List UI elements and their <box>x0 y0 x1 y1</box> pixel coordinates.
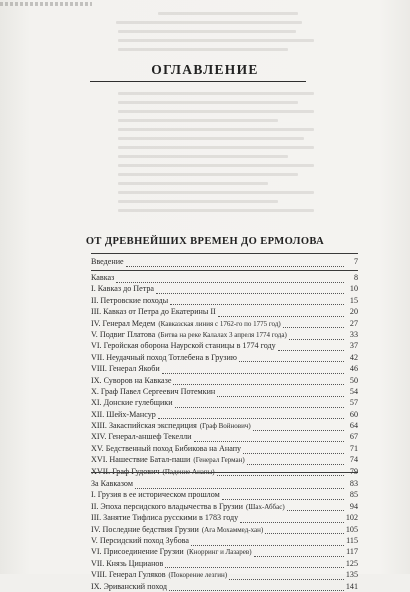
toc-entry-title: VII. Неудачный поход Тотлебена в Грузию <box>91 352 237 362</box>
toc-entry-note: (Падение Анапы) <box>162 467 215 476</box>
toc-group-caucasus <box>91 272 358 477</box>
toc-entry-title: V. Подвиг Платова <box>91 329 156 339</box>
show-through-text <box>0 0 410 270</box>
toc-page-number: 8 <box>353 273 358 282</box>
toc-entry-title: VII. Князь Цицианов <box>91 558 164 568</box>
leader-dots <box>126 259 344 267</box>
toc-entry <box>91 318 358 329</box>
toc-page-number: 115 <box>346 535 358 545</box>
toc-page-number: 46 <box>349 364 358 374</box>
toc-entry <box>91 454 358 465</box>
leader-dots <box>287 503 344 511</box>
toc-entry <box>91 489 358 500</box>
toc-group-transcaucasia <box>91 478 358 592</box>
title-underline <box>90 81 306 82</box>
toc-entry-title: VI. Присоединение Грузии <box>91 547 184 557</box>
leader-dots <box>253 423 344 431</box>
leader-dots <box>240 515 344 523</box>
toc-entry <box>91 420 358 431</box>
toc-entry-title: XIII. Закаспийская экспедиция <box>91 421 197 431</box>
toc-entry <box>91 329 358 340</box>
toc-entry <box>91 295 358 306</box>
toc-entry-title: XII. Шейх-Мансур <box>91 409 156 419</box>
leader-dots <box>229 572 344 580</box>
toc-entry-note: (Ага Мохаммед-хан) <box>201 525 264 534</box>
toc-entry-title: I. Грузия в ее историческом прошлом <box>91 490 220 500</box>
toc-page-number: 7 <box>353 257 358 266</box>
toc-page-number: 105 <box>345 524 358 534</box>
toc-entry-title: XVII. Граф Гудович <box>91 466 160 476</box>
toc-entry <box>91 306 358 317</box>
toc-entry-title: VIII. Генерал Якоби <box>91 364 160 374</box>
toc-entry <box>91 283 358 294</box>
toc-entry-title: III. Кавказ от Петра до Екатерины II <box>91 307 216 317</box>
toc-page-number: 10 <box>349 284 358 294</box>
toc-page-number: 94 <box>349 501 358 511</box>
toc-entry <box>91 386 358 397</box>
toc-page-number: 141 <box>345 581 358 591</box>
toc-page-number: 102 <box>345 513 358 523</box>
toc-entry-note: (Шах-Аббас) <box>245 502 285 511</box>
toc-entry <box>91 409 358 420</box>
toc-rule-top <box>91 253 358 254</box>
toc-entry-note: (Кнорринг и Лазарев) <box>186 548 252 557</box>
leader-dots <box>222 492 344 500</box>
toc-entry <box>91 524 358 535</box>
leader-dots <box>217 389 344 397</box>
toc-entry <box>91 397 358 408</box>
leader-dots <box>191 538 344 546</box>
toc-entry-title: II. Петровские походы <box>91 295 169 305</box>
toc-entry-note: (Граф Войнович) <box>199 422 251 431</box>
page-title: ОГЛАВЛЕНИЕ <box>151 62 259 77</box>
toc-entry <box>91 501 358 512</box>
leader-dots <box>173 377 344 385</box>
toc-page-number: 15 <box>349 295 358 305</box>
toc-entry <box>91 375 358 386</box>
toc-entry-title: Введение <box>91 257 124 266</box>
leader-dots <box>283 320 344 328</box>
toc-entry <box>91 340 358 351</box>
toc-page-number: 33 <box>349 329 358 339</box>
leader-dots <box>247 457 344 465</box>
toc-entry-title: II. Эпоха персидского владычества в Грузии <box>91 501 243 511</box>
toc-page-number: 50 <box>349 375 358 385</box>
toc-entry <box>91 431 358 442</box>
leader-dots <box>278 343 344 351</box>
section-heading: ОТ ДРЕВНЕЙШИХ ВРЕМЕН ДО ЕРМОЛОВА <box>85 236 325 247</box>
toc-entry-title: III. Занятие Тифлиса русскими в 1783 году <box>91 513 239 523</box>
toc-entry-title: Кавказ <box>91 273 115 282</box>
toc-entry-title: VIII. Генерал Гуляков <box>91 570 166 580</box>
toc-entry-title: IV. Последние бедствия Грузии <box>91 524 199 534</box>
toc-entry-title: За Кавказом <box>91 479 133 488</box>
toc-entry-title: V. Персидский поход Зубова <box>91 535 189 545</box>
leader-dots <box>170 297 344 305</box>
toc-entry-title: IX. Эриванский поход <box>91 581 168 591</box>
toc-entry-note: (Покорение лезгин) <box>168 571 228 580</box>
toc-page-number: 83 <box>349 479 358 488</box>
toc-page-number: 85 <box>349 490 358 500</box>
toc-entry <box>91 352 358 363</box>
toc-entry-title: IX. Суворов на Кавказе <box>91 375 172 385</box>
toc-entry <box>91 272 358 283</box>
leader-dots <box>289 332 344 340</box>
leader-dots <box>116 275 344 283</box>
toc-page-number: 117 <box>346 547 358 557</box>
toc-entry <box>91 256 358 267</box>
toc-page-number: 135 <box>345 570 358 580</box>
leader-dots <box>243 446 344 454</box>
toc-entry-title: VI. Геройская оборона Наурской станицы в 1774 году <box>91 341 276 351</box>
toc-page-number: 60 <box>349 409 358 419</box>
header-ornament <box>0 2 92 6</box>
toc-entry-title: XV. Бедственный поход Бибикова на Анапу <box>91 443 242 453</box>
leader-dots <box>175 400 344 408</box>
leader-dots <box>158 411 344 419</box>
toc-page-number: 74 <box>349 455 358 465</box>
toc-entry <box>91 558 358 569</box>
toc-page-number: 54 <box>349 386 358 396</box>
leader-dots <box>218 309 344 317</box>
toc-entry <box>91 535 358 546</box>
leader-dots <box>239 354 344 362</box>
toc-page-number: 57 <box>349 398 358 408</box>
leader-dots <box>156 286 344 294</box>
toc-entry-title: XI. Донские гулебщики <box>91 398 173 408</box>
toc-page-number: 42 <box>349 352 358 362</box>
toc-entry-title: I. Кавказ до Петра <box>91 284 154 294</box>
toc-entry-title: XIV. Генерал-аншеф Текелли <box>91 432 192 442</box>
toc-entry <box>91 546 358 557</box>
toc-entry-title: X. Граф Павел Сергеевич Потемкин <box>91 386 216 396</box>
leader-dots <box>194 434 345 442</box>
toc-page-number: 64 <box>349 421 358 431</box>
leader-dots <box>254 549 344 557</box>
toc-page-number: 125 <box>345 558 358 568</box>
toc-page-number: 20 <box>349 307 358 317</box>
toc-page-number: 37 <box>349 341 358 351</box>
toc-group-intro <box>91 256 358 267</box>
toc-rule-1 <box>91 270 358 271</box>
toc-entry-note: (Битва на реке Калалах 3 апреля 1774 года) <box>158 330 287 339</box>
toc-entry-note: (Генерал Герман) <box>193 456 245 465</box>
leader-dots <box>162 366 344 374</box>
toc-entry-note: (Кавказская линия с 1762-го по 1775 год) <box>158 319 281 328</box>
toc-entry <box>91 512 358 523</box>
toc-entry-title: XVI. Нашествие Батал-паши <box>91 455 191 465</box>
toc-page-number: 79 <box>349 466 358 476</box>
leader-dots <box>169 583 344 591</box>
toc-page-number: 67 <box>349 432 358 442</box>
toc-entry <box>91 363 358 374</box>
toc-page-number: 27 <box>349 318 358 328</box>
leader-dots <box>165 560 344 568</box>
toc-entry <box>91 581 358 592</box>
toc-entry <box>91 478 358 489</box>
toc-entry <box>91 443 358 454</box>
leader-dots <box>265 526 344 534</box>
toc-entry-title: IV. Генерал Медем <box>91 318 156 328</box>
toc-rule-2 <box>91 472 358 473</box>
leader-dots <box>135 481 344 489</box>
toc-entry <box>91 569 358 580</box>
toc-page-number: 71 <box>349 443 358 453</box>
